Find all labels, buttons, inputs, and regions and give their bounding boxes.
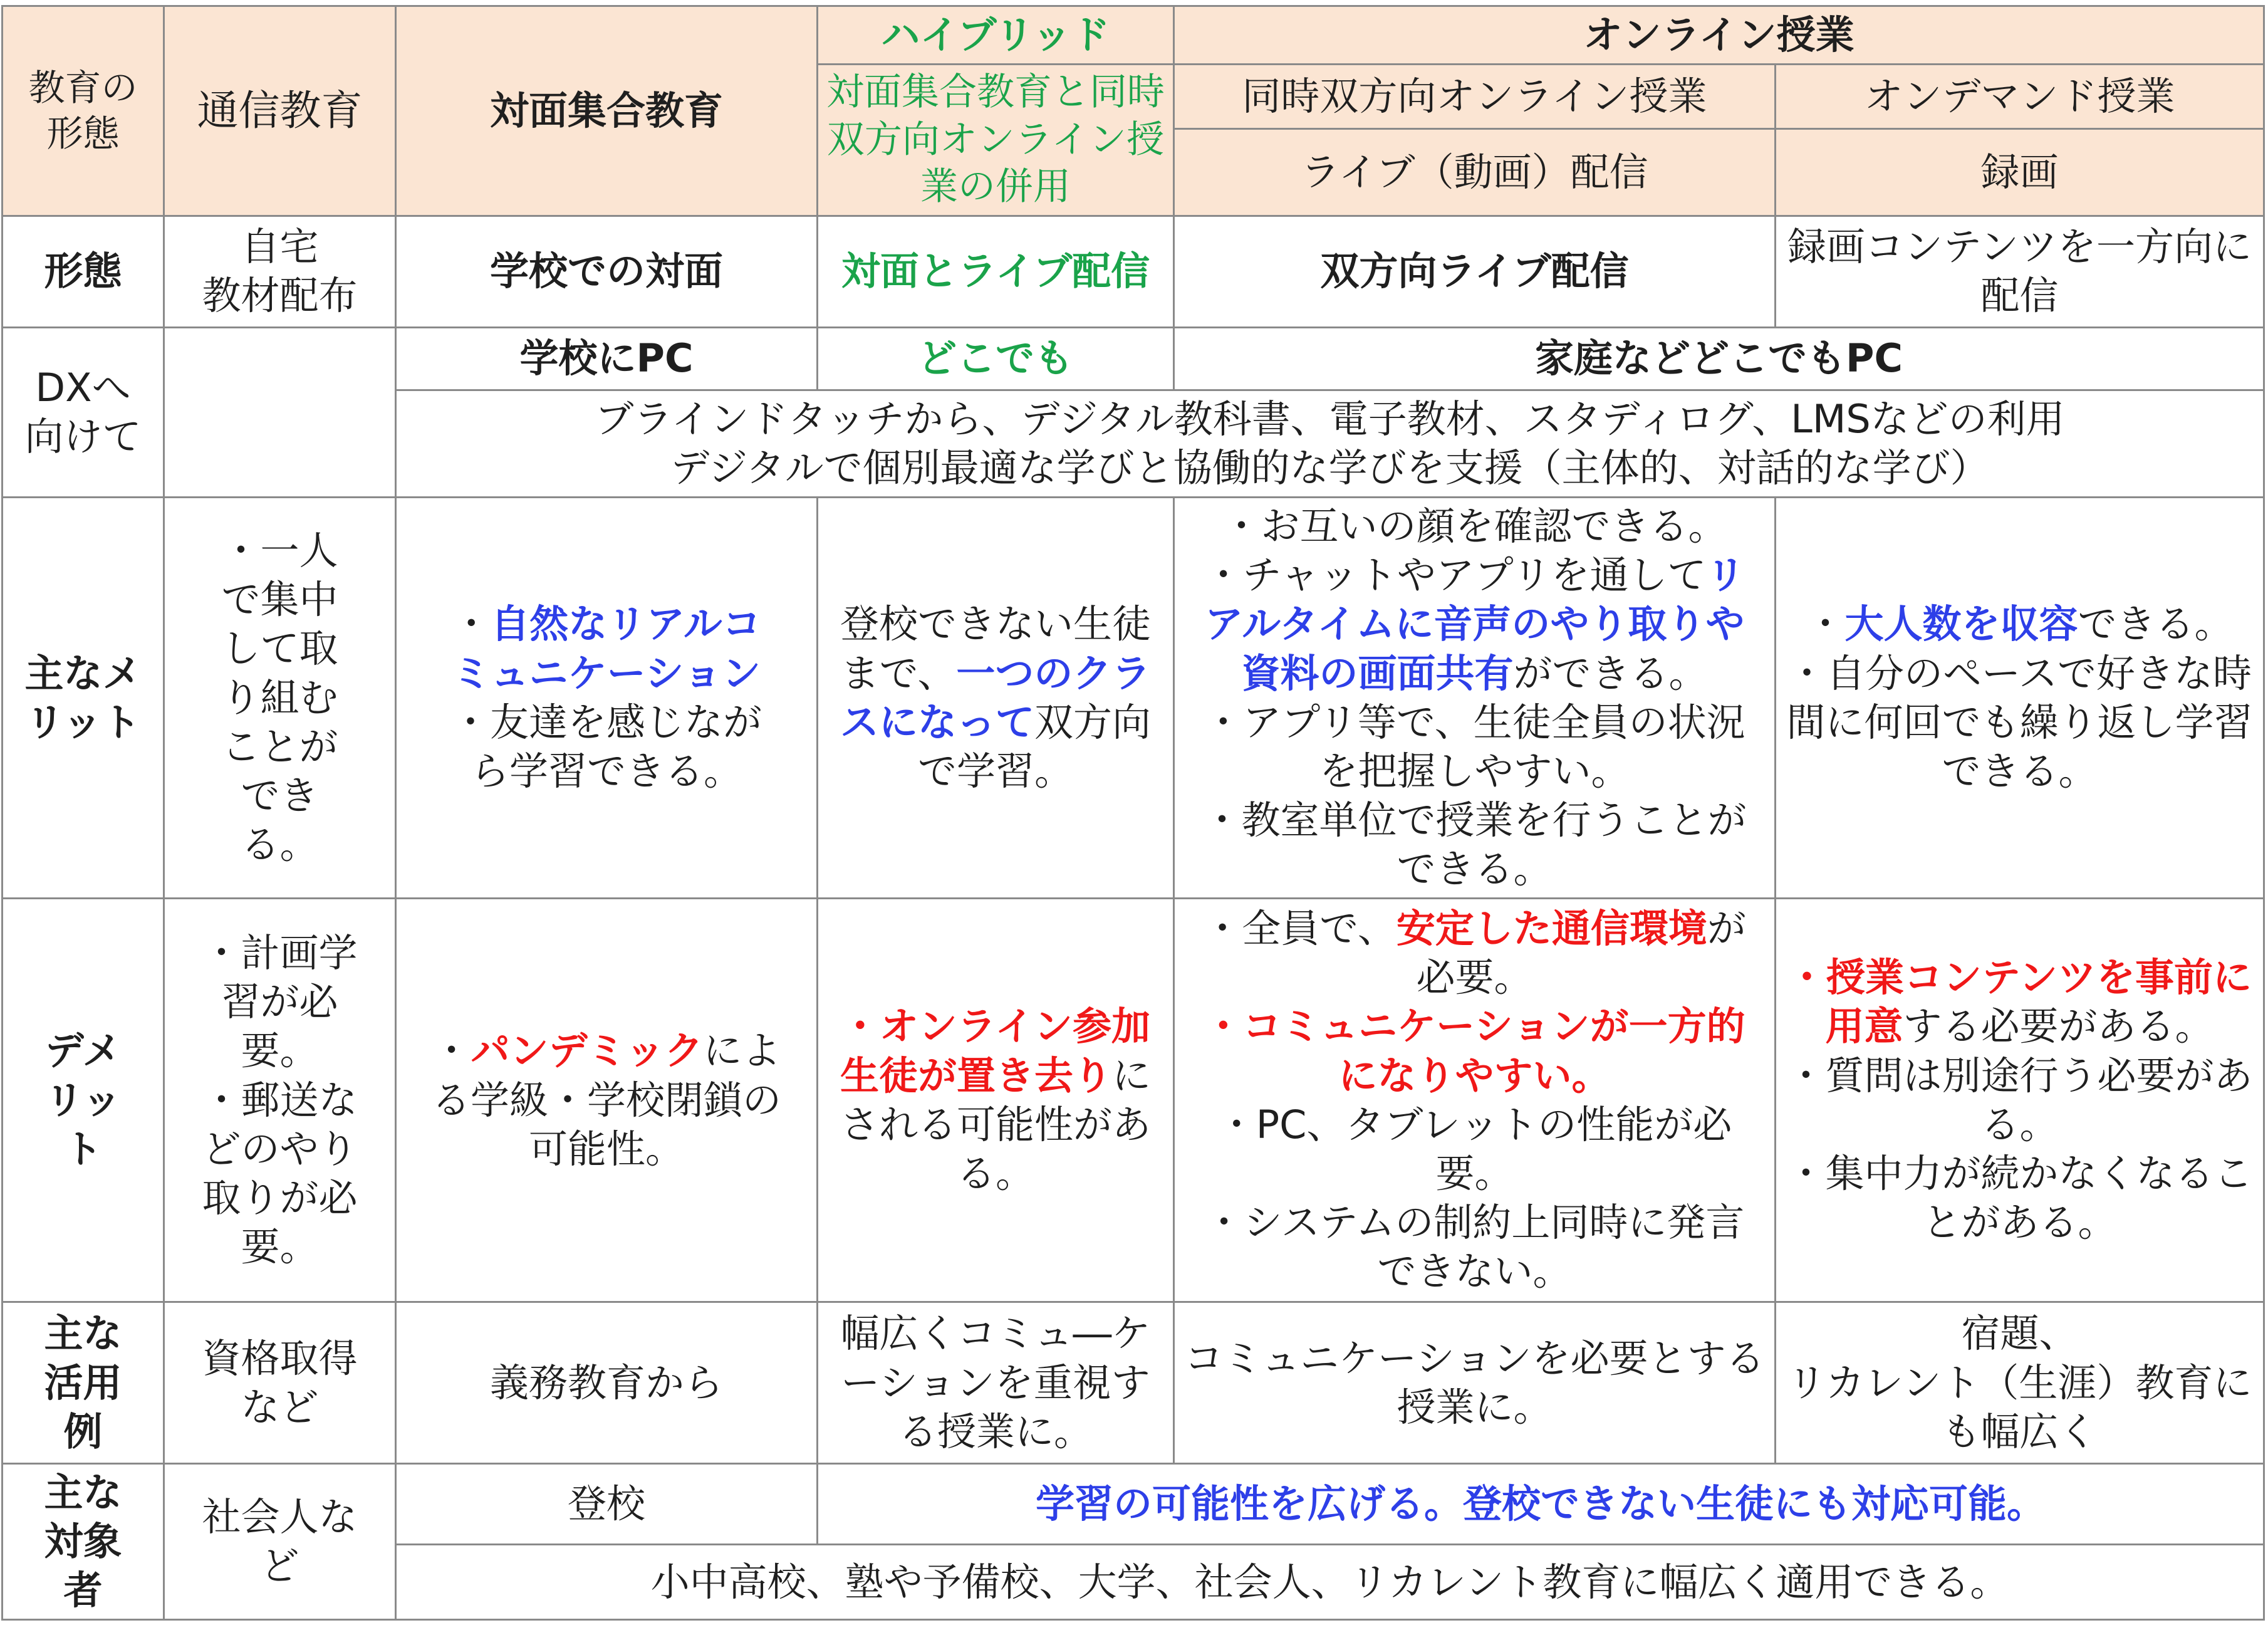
row-label-dx: DXへ 向けて bbox=[3, 327, 164, 497]
target-face: 登校 bbox=[396, 1464, 818, 1545]
demerit-face bbox=[396, 899, 818, 1302]
target-span: 小中高校、塾や予備校、大学、社会人、リカレント教育に幅広く適用できる。 bbox=[396, 1545, 2264, 1620]
header-live: ライブ（動画）配信 bbox=[1174, 129, 1776, 216]
merit-hybrid-text2: 双方向で学習。 bbox=[917, 699, 1152, 794]
demerit-hybrid bbox=[818, 899, 1174, 1302]
target-online-span: 学習の可能性を広げる。登校できない生徒にも対応可能。 bbox=[818, 1464, 2264, 1545]
demerit-face-bullet: ・ bbox=[432, 1028, 471, 1074]
merit-sync-2-end: ができる。 bbox=[1513, 650, 1708, 696]
usage-correspondence: 資格取得など bbox=[164, 1302, 396, 1464]
demerit-face-rest: による学級・学校閉鎖の可能性。 bbox=[431, 1028, 781, 1172]
header-hybrid: ハイブリッド bbox=[818, 6, 1174, 65]
merit-od-2: ・自分のペースで好きな時間に何回でも繰り返し学習できる。 bbox=[1786, 650, 2253, 794]
demerit-sync-1 bbox=[1186, 904, 1763, 1002]
demerit-sync-1-text: ・全員で、 bbox=[1203, 906, 1397, 952]
usage-ondemand: 宿題、 リカレント（生涯）教育にも幅広く bbox=[1776, 1302, 2264, 1464]
demerit-sync-3: ・PC、タブレットの性能が必要。 bbox=[1217, 1101, 1732, 1196]
header-online: オンライン授業 bbox=[1174, 6, 2264, 65]
merit-hybrid-highlight: 一つのクラスになって bbox=[840, 650, 1151, 745]
demerit-od-1-end: する必要がある。 bbox=[1903, 1003, 2214, 1050]
dx-span bbox=[396, 390, 2264, 497]
demerit-sync-4: ・システムの制約上同時に発言できない。 bbox=[1204, 1199, 1745, 1294]
keitai-sync: 双方向ライブ配信 bbox=[1174, 216, 1776, 327]
keitai-ondemand: 録画コンテンツを一方向に配信 bbox=[1776, 216, 2264, 327]
keitai-hybrid: 対面とライブ配信 bbox=[818, 216, 1174, 327]
merit-od-1 bbox=[1782, 600, 2257, 649]
row-label-keitai: 形態 bbox=[3, 216, 164, 327]
usage-hybrid: 幅広くコミュ―ケーションを重視する授業に。 bbox=[818, 1302, 1174, 1464]
merit-sync-2-text: ・チャットやアプリを通して bbox=[1204, 552, 1707, 598]
demerit-face-highlight: パンデミック bbox=[471, 1028, 704, 1074]
demerit-sync-2: ・コミュニケーションが一方的になりやすい。 bbox=[1204, 1003, 1745, 1099]
header-hybrid-desc: 対面集合教育と同時双方向オンライン授業の併用 bbox=[818, 65, 1174, 216]
demerit-od-1 bbox=[1782, 953, 2257, 1051]
demerit-od-1-highlight: ・授業コンテンツを事前に用意 bbox=[1787, 954, 2252, 1050]
merit-face-highlight: 自然なリアルコミュニケーション bbox=[452, 601, 761, 696]
keitai-face: 学校での対面 bbox=[396, 216, 818, 327]
row-label-usage: 主な活用例 bbox=[3, 1302, 164, 1464]
merit-correspondence: ・一人で集中して取り組むことができる。 bbox=[164, 498, 396, 899]
merit-sync-3: ・アプリ等で、生徒全員の状況を把握しやすい。 bbox=[1204, 699, 1745, 794]
merit-ondemand bbox=[1776, 498, 2264, 899]
usage-face: 義務教育から bbox=[396, 1302, 818, 1464]
merit-sync bbox=[1174, 498, 1776, 899]
merit-face-rest: ・友達を感じながら学習できる。 bbox=[450, 699, 762, 794]
keitai-correspondence: 自宅 教材配布 bbox=[164, 216, 396, 327]
usage-sync: コミュニケーションを必要とする授業に。 bbox=[1174, 1302, 1776, 1464]
demerit-hybrid-highlight: ・オンライン参加生徒が置き去り bbox=[840, 1003, 1151, 1099]
merit-od-1-end: できる。 bbox=[2078, 601, 2234, 647]
dx-face: 学校にPC bbox=[396, 327, 818, 390]
dx-hybrid: どこでも bbox=[818, 327, 1174, 390]
merit-face bbox=[396, 498, 818, 899]
demerit-sync-1-highlight: 安定した通信環境 bbox=[1396, 906, 1707, 952]
target-correspondence: 社会人など bbox=[164, 1464, 396, 1620]
merit-sync-2 bbox=[1186, 551, 1763, 697]
header-face-to-face: 対面集合教育 bbox=[396, 6, 818, 216]
merit-hybrid bbox=[818, 498, 1174, 899]
merit-sync-4: ・教室単位で授業を行うことができる。 bbox=[1202, 796, 1747, 892]
demerit-hybrid-rest: にされる可能性がある。 bbox=[840, 1052, 1152, 1196]
demerit-od-2: ・質問は別途行う必要がある。 bbox=[1786, 1052, 2253, 1147]
merit-hybrid-text1: 登校できない生徒まで、 bbox=[840, 601, 1151, 696]
header-sync: 同時双方向オンライン授業 bbox=[1174, 65, 1776, 129]
dx-span-line2: デジタルで個別最適な学びと協働的な学びを支援（主体的、対話的な学び） bbox=[670, 445, 1989, 491]
demerit-od-3: ・集中力が続かなくなることがある。 bbox=[1786, 1150, 2253, 1245]
row-label-demerit: デメリット bbox=[3, 899, 164, 1302]
demerit-ondemand bbox=[1776, 899, 2264, 1302]
demerit-correspondence: ・計画学習が必要。 ・郵送などのやり取りが必要。 bbox=[164, 899, 396, 1302]
dx-span-line1: ブラインドタッチから、デジタル教科書、電子教材、スタディログ、LMSなどの利用 bbox=[595, 395, 2065, 442]
dx-correspondence-empty bbox=[164, 327, 396, 497]
demerit-sync-1-end: が必要。 bbox=[1416, 906, 1746, 1001]
merit-od-1-bullet: ・ bbox=[1806, 601, 1845, 647]
row-label-merit: 主なメリット bbox=[3, 498, 164, 899]
demerit-sync bbox=[1174, 899, 1776, 1302]
dx-online: 家庭などどこでもPC bbox=[1174, 327, 2264, 390]
merit-face-bullet: ・ bbox=[452, 601, 491, 647]
header-recording: 録画 bbox=[1776, 129, 2264, 216]
education-comparison-table bbox=[1, 5, 2265, 1621]
header-correspondence: 通信教育 bbox=[164, 6, 396, 216]
header-form: 教育の 形態 bbox=[3, 6, 164, 216]
merit-sync-2-highlight: リアルタイムに音声のやり取りや資料の画面共有 bbox=[1204, 552, 1745, 696]
row-label-target: 主な対象者 bbox=[3, 1464, 164, 1620]
merit-sync-1: ・お互いの顔を確認できる。 bbox=[1222, 503, 1727, 550]
header-ondemand: オンデマンド授業 bbox=[1776, 65, 2264, 129]
merit-od-1-highlight: 大人数を収容 bbox=[1844, 601, 2078, 647]
